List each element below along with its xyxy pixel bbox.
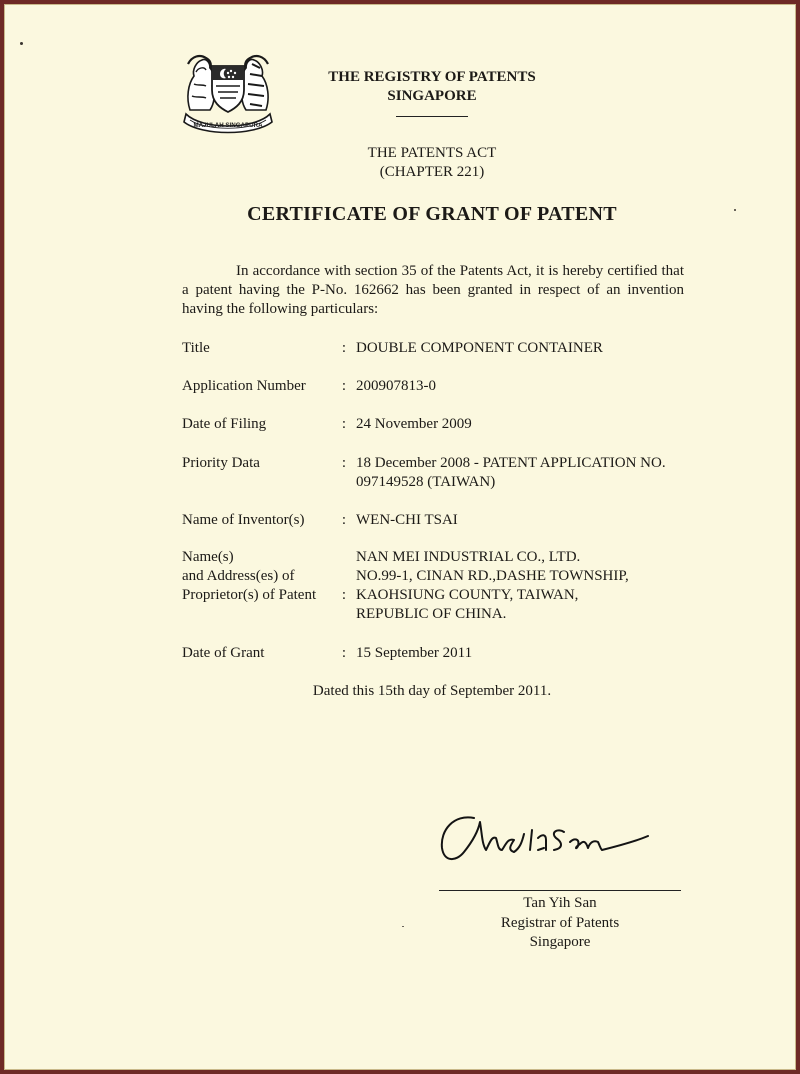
- proprietor-value: [356, 548, 716, 624]
- priority-data-line-1: 18 December 2008 - PATENT APPLICATION NO.: [356, 455, 666, 471]
- signatory-name: Tan Yih San: [523, 895, 597, 911]
- proprietor-address-line-3: REPUBLIC OF CHINA.: [356, 606, 507, 622]
- proprietor-address-line-2: KAOHSIUNG COUNTY, TAIWAN,: [356, 587, 579, 603]
- certificate-page: [4, 4, 796, 1070]
- proprietor-label: [182, 548, 332, 605]
- header-divider: [396, 116, 468, 117]
- application-number-value: 200907813-0: [356, 378, 436, 394]
- application-number-label: Application Number: [182, 378, 306, 394]
- separator: :: [341, 645, 347, 661]
- separator: :: [341, 378, 347, 394]
- act-chapter: (CHAPTER 221): [379, 164, 485, 180]
- separator: :: [341, 340, 347, 356]
- title-value: DOUBLE COMPONENT CONTAINER: [356, 340, 603, 356]
- grant-date-value: 15 September 2011: [356, 645, 473, 661]
- separator: :: [341, 512, 347, 528]
- proprietor-address-line-1: NO.99-1, CINAN RD.,DASHE TOWNSHIP,: [356, 568, 629, 584]
- registry-name: THE REGISTRY OF PATENTS: [328, 69, 536, 85]
- priority-data-value: [356, 454, 716, 492]
- intro-paragraph: In accordance with section 35 of the Patents Act, it is hereby certified that a patent having the P-No. 162662 has been granted in respect of an invention having the following particulars:: [182, 263, 684, 317]
- proprietor-label-line-3: Proprietor(s) of Patent: [182, 587, 317, 603]
- separator: :: [341, 587, 347, 603]
- registry-country: SINGAPORE: [387, 88, 477, 104]
- dated-line: Dated this 15th day of September 2011.: [312, 683, 552, 699]
- inventor-value: WEN-CHI TSAI: [356, 512, 458, 528]
- signatory-country: Singapore: [529, 934, 591, 950]
- proprietor-name: NAN MEI INDUSTRIAL CO., LTD.: [356, 549, 581, 565]
- paper-speck: [20, 42, 23, 45]
- registrar-signature: [434, 804, 684, 874]
- priority-data-label: Priority Data: [182, 455, 260, 471]
- title-label: Title: [182, 340, 210, 356]
- priority-data-line-2: 097149528 (TAIWAN): [356, 474, 496, 490]
- act-name: THE PATENTS ACT: [367, 145, 497, 161]
- signature-line: [439, 890, 681, 891]
- signatory-title: Registrar of Patents: [500, 914, 620, 931]
- registry-header: [274, 68, 590, 117]
- proprietor-label-line-1: Name(s): [182, 549, 234, 565]
- paper-speck: [734, 209, 736, 211]
- filing-date-value: 24 November 2009: [356, 416, 472, 432]
- crest-motto: MAJULAH SINGAPURA: [193, 122, 263, 129]
- act-heading: [274, 144, 590, 182]
- singapore-coat-of-arms-icon: [180, 50, 276, 134]
- grant-date-label: Date of Grant: [182, 645, 265, 661]
- paper-speck: [402, 926, 404, 927]
- proprietor-label-line-2: and Address(es) of: [182, 568, 295, 584]
- inventor-label: Name of Inventor(s): [182, 512, 305, 528]
- certificate-title: CERTIFICATE OF GRANT OF PATENT: [247, 203, 617, 225]
- filing-date-label: Date of Filing: [182, 416, 267, 432]
- separator: :: [341, 416, 347, 432]
- separator: :: [341, 455, 347, 471]
- signatory-block: [439, 894, 681, 953]
